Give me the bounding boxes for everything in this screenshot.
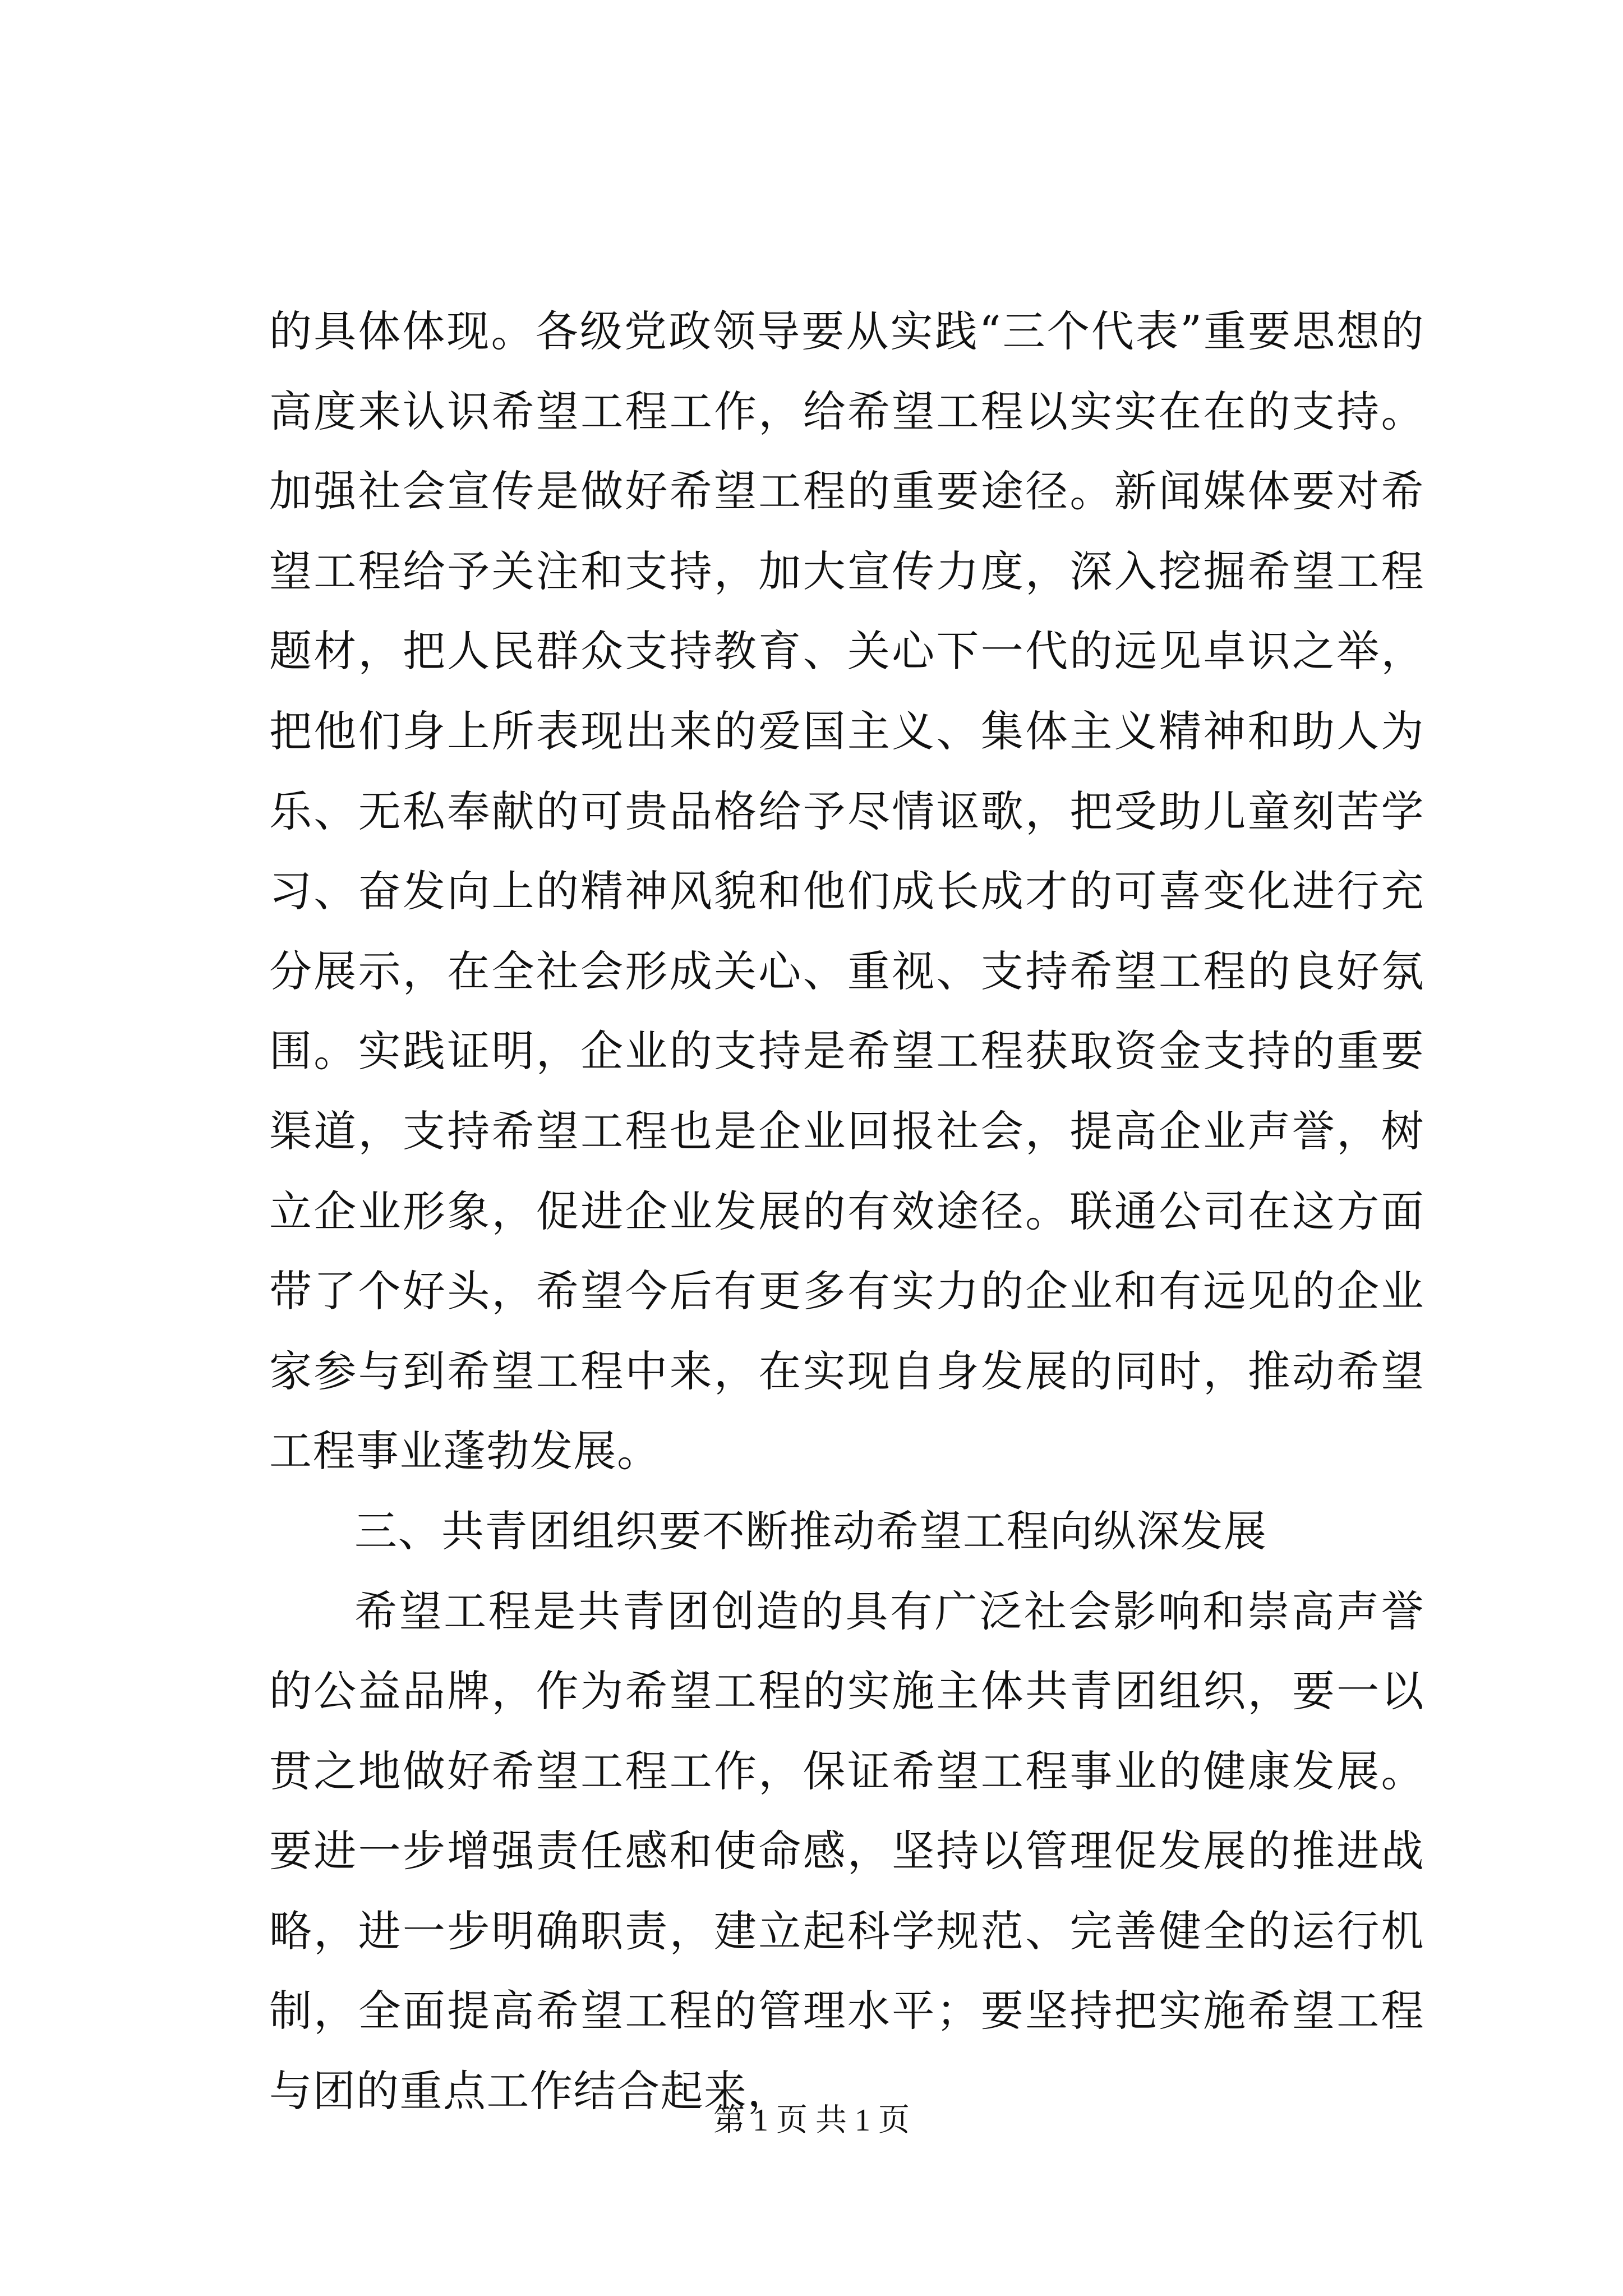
section-heading: 三、共青团组织要不断推动希望工程向纵深发展 [354, 1506, 1267, 1556]
page-footer: 第 1 页 共 1 页 [713, 2103, 910, 2138]
paragraph-continuation: 的具体体现。各级党政领导要从实践“三个代表”重要思想的高度来认识希望工程工作，给希望工程以实实在在的支持。加强社会宣传是做好希望工程的重要途径。新闻媒体要对希望工程给予关注和支持，加大宣传力度，深入挖掘希望工程题材，把人民群众支持教育、关心下一代的远见卓识之举，把他们身上所表现出来的爱国主义、集体主义精神和助人为乐、无私奉献的可贵品格给予尽情讴歌，把受助儿童刻苦学习、奋发向上的精神风貌和他们成长成才的可喜变化进行充分展示，在全社会形成关心、重视、支持希望工程的良好氛围。实践证明，企业的支持是希望工程获取资金支持的重要渠道，支持希望工程也是企业回报社会，提高企业声誉，树立企业形象，促进企业发展的有效途径。联通公司在这方面带了个好头，希望今后有更多有实力的企业和有远见的企业家参与到希望工程中来，在实现自身发展的同时，推动希望工程事业蓬勃发展。 [269, 306, 1424, 1476]
document-body [269, 292, 1424, 2132]
paragraph-section-three: 希望工程是共青团创造的具有广泛社会影响和崇高声誉的公益品牌，作为希望工程的实施主体共青团组织，要一以贯之地做好希望工程工作，保证希望工程事业的健康发展。要进一步增强责任感和使命感，坚持以管理促发展的推进战略，进一步明确职责，建立起科学规范、完善健全的运行机制，全面提高希望工程的管理水平；要坚持把实施希望工程与团的重点工作结合起来， [269, 1586, 1424, 2116]
